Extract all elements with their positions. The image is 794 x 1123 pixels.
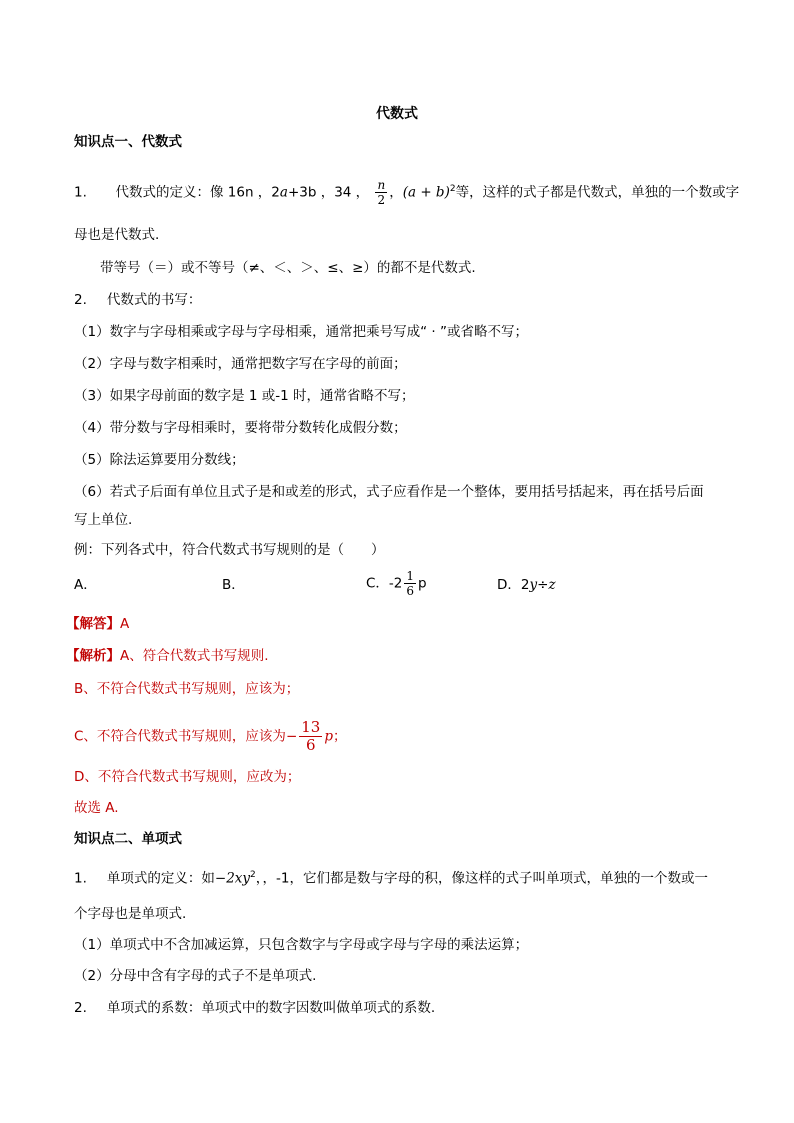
monomial-definition-text-end: ，，-1，它们都是数与字母的积，像这样的式子叫单项式，单独的一个数或一: [255, 870, 708, 887]
separator: ，: [389, 184, 403, 201]
math-exponent: 2: [250, 870, 256, 880]
note-inequality: 带等号（＝）或不等号（≠、＜、＞、≤、≥）的都不是代数式.: [100, 260, 476, 276]
rule-3: （3）如果字母前面的数字是 1 或-1 时，通常省略不写；: [74, 388, 415, 404]
fraction-denominator: 6: [306, 736, 316, 754]
item-number: 2.: [74, 292, 87, 308]
answer-line: [66, 614, 129, 634]
fraction-numerator: 1: [406, 569, 415, 583]
option-b: B．: [222, 577, 245, 593]
item-number: 2.: [74, 1000, 87, 1016]
fraction-numerator: 13: [301, 718, 321, 736]
rule-1: （1）数字与字母相乘或字母与字母相乘，通常把乘号写成“ · ”或省略不写；: [74, 324, 528, 340]
coefficient-line: [74, 998, 435, 1018]
option-c-label: C．-2: [366, 575, 403, 592]
math-expression-a-plus-b: (a + b): [402, 184, 450, 201]
page-title: 代数式: [376, 106, 418, 122]
fraction-denominator: 6: [406, 584, 415, 598]
rule-2: （2）字母与数字相乘时，通常把数字写在字母的前面；: [74, 356, 407, 372]
fraction-denominator: 2: [377, 193, 386, 207]
rule-6: （6）若式子后面有单位且式子是和或差的形式，式子应看作是一个整体，要用括号括起来，再在括号后面: [74, 484, 704, 500]
option-c: [366, 570, 427, 597]
monomial-definition-text: 单项式的定义：如: [106, 870, 215, 887]
definition-continuation: 母也是代数式.: [74, 227, 160, 243]
math-var-p: p: [324, 728, 333, 745]
section-heading-algebraic-expression: 知识点一、代数式: [74, 134, 182, 150]
math-var-z: z: [548, 577, 556, 593]
math-var-y: y: [529, 577, 538, 593]
math-var-a: a: [279, 184, 288, 201]
coefficient-text: 单项式的系数：单项式中的数字因数叫做单项式的系数.: [106, 1000, 436, 1016]
analysis-line-c: [74, 720, 347, 753]
answer-label: 【解答】: [66, 616, 120, 632]
math-expression-neg-2xy: −2xy: [214, 870, 251, 887]
rule-5: （5）除法运算要用分数线；: [74, 452, 245, 468]
rule-4: （4）带分数与字母相乘时，要将带分数转化成假分数；: [74, 420, 407, 436]
definition-text: 代数式的定义：像 16n ，2: [115, 184, 280, 201]
math-exponent: 2: [449, 184, 456, 194]
choose-line: 故选 A.: [74, 800, 119, 816]
option-a: A．: [74, 577, 97, 593]
section-heading-monomial: 知识点二、单项式: [74, 831, 182, 847]
answer-value: A: [120, 616, 130, 632]
item-number: 1.: [74, 184, 87, 201]
example-question: 例：下列各式中，符合代数式书写规则的是（ ）: [74, 542, 385, 558]
analysis-a-text: A、符合代数式书写规则.: [120, 648, 269, 664]
analysis-c-end: ；: [333, 728, 347, 745]
minus-sign: −: [285, 728, 298, 745]
writing-heading: [74, 290, 201, 310]
monomial-note-2: （2）分母中含有字母的式子不是单项式.: [74, 968, 317, 984]
option-c-variable: p: [418, 575, 427, 592]
division-sign: ÷: [537, 577, 549, 593]
definition-text-end: 等，这样的式子都是代数式，单独的一个数或字: [455, 184, 740, 201]
rule-6-continuation: 写上单位.: [74, 512, 133, 528]
fraction-1-over-6: [404, 570, 416, 597]
monomial-definition-continuation: 个字母也是单项式.: [74, 906, 187, 922]
analysis-c-text: C、不符合代数式书写规则，应该为: [74, 728, 286, 745]
analysis-label: 【解析】: [66, 648, 120, 664]
analysis-line-b: B、不符合代数式书写规则，应该为；: [74, 681, 300, 697]
monomial-definition-line: [74, 865, 708, 889]
fraction-numerator: n: [377, 178, 386, 192]
fraction-n-over-2: [375, 179, 387, 206]
definition-line: [74, 179, 739, 206]
option-d: [497, 575, 556, 595]
analysis-line-a: [66, 646, 269, 666]
analysis-line-d: D、不符合代数式书写规则，应改为；: [74, 769, 301, 785]
item-number: 1.: [74, 870, 87, 887]
writing-title: 代数式的书写：: [106, 292, 202, 308]
option-d-label: D．2: [497, 577, 530, 593]
monomial-note-1: （1）单项式中不含加减运算，只包含数字与字母或字母与字母的乘法运算；: [74, 937, 529, 953]
definition-text-mid: +3b ，34 ，: [287, 184, 370, 201]
fraction-13-over-6: [299, 720, 322, 753]
